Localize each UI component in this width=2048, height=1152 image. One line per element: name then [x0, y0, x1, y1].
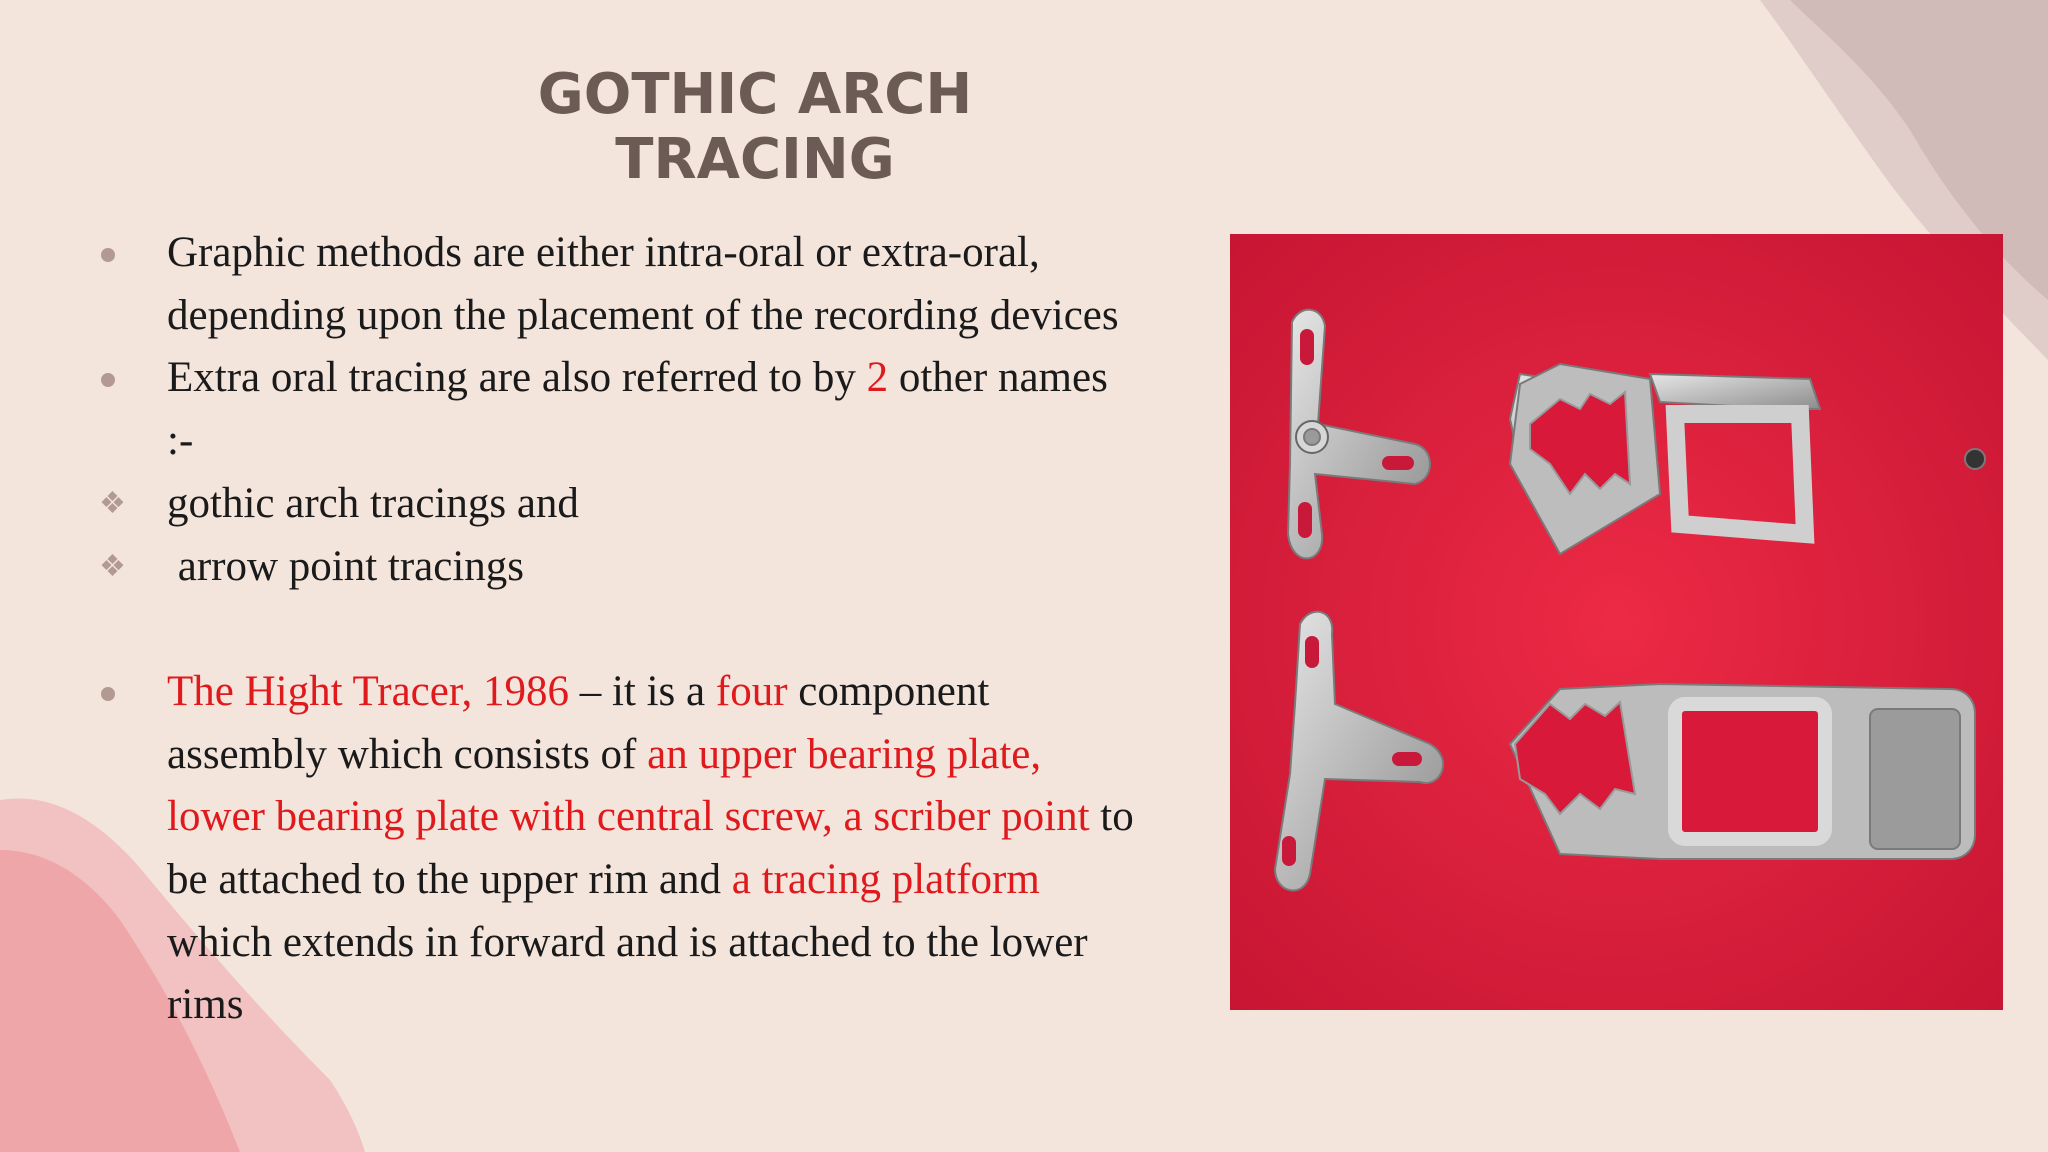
- bullet-extra-oral: [95, 347, 1135, 472]
- highlight-hight-tracer: The Hight Tracer, 1986: [167, 667, 569, 715]
- highlight-four: four: [715, 667, 788, 715]
- bullet-hight-tracer: [95, 661, 1135, 1037]
- bullet-text: to be attached to the upper rim and: [167, 793, 1134, 904]
- sub-bullet-gothic: [95, 473, 1135, 536]
- highlight-plates: an upper bearing plate, lower bearing plate with central screw, a scriber point: [167, 730, 1090, 841]
- bullet-text: component assembly which consists of: [167, 667, 990, 778]
- bullet-dot-icon: [101, 687, 115, 701]
- sub-bullet-text: gothic arch tracings and: [167, 479, 579, 527]
- tracing-platform-lower-shape: [1510, 684, 1975, 859]
- slide-title: GOTHIC ARCH TRACING: [537, 62, 973, 192]
- bullet-dot-icon: [101, 373, 115, 387]
- highlight-number: 2: [866, 354, 889, 402]
- four-diamond-bullet-icon: ❖: [99, 486, 126, 520]
- bullet-text: which extends in forward and is attached to the lower rims: [167, 918, 1088, 1029]
- bullet-text: Graphic methods are either intra-oral or extra-oral, depending upon the placement of the recording devices: [167, 229, 1119, 339]
- bullet-dot-icon: [101, 248, 115, 262]
- four-diamond-bullet-icon: ❖: [99, 549, 126, 583]
- spacer: [95, 598, 1135, 661]
- highlight-tracing-platform: a tracing platform: [731, 856, 1040, 904]
- bullet-text: – it is a: [568, 667, 716, 715]
- bullet-graphic-methods: [95, 222, 1135, 347]
- bullet-text-pre: Extra oral tracing are also referred to by: [167, 354, 867, 402]
- bullet-list: [95, 222, 1135, 1037]
- sub-bullet-arrow-point: [95, 536, 1135, 599]
- red-cloth-background: [1230, 234, 2003, 1010]
- tracer-device-photo: [1230, 234, 2003, 1010]
- sub-bullet-text: arrow point tracings: [167, 542, 525, 590]
- bullet-text-post: other names :-: [167, 354, 1108, 465]
